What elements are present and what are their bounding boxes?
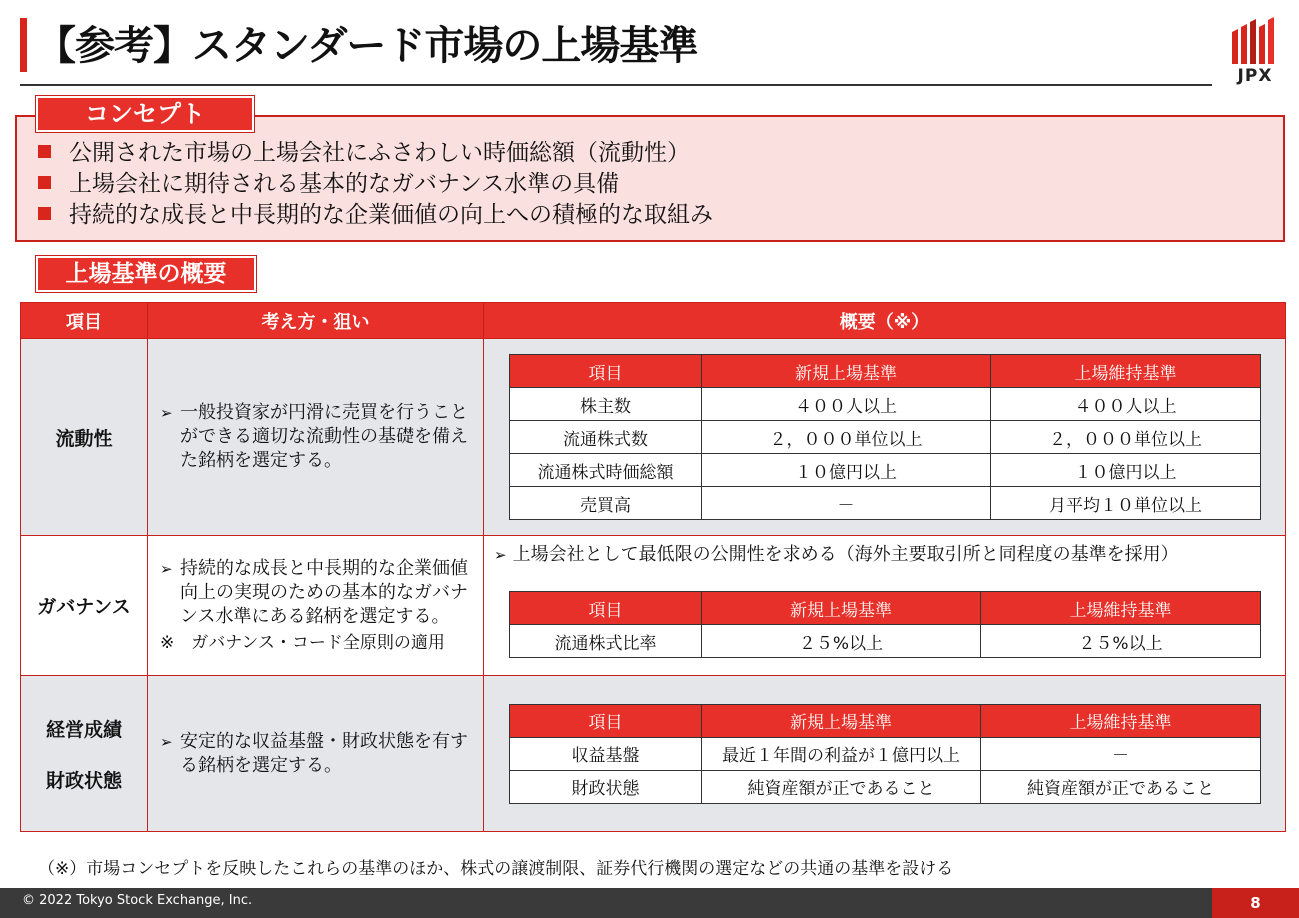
aim-cell: ➢ 安定的な収益基盤・財政状態を有する銘柄を選定する。: [148, 676, 484, 832]
table-header-row: [21, 303, 1286, 339]
liquidity-criteria-table: 項目 新規上場基準 上場維持基準 株主数 ４００人以上 ４００人以上 流通株式数 ２，０００単位以上 ２，０００単位以上 流通株式時価総額 １０億円以上 １０億円以上 売買高 － 月平均１０単位以上: [509, 354, 1261, 520]
table-row: 収益基盤 最近１年間の利益が１億円以上 －: [510, 737, 1261, 770]
copyright: © 2022 Tokyo Stock Exchange, Inc.: [22, 893, 253, 908]
square-bullet-icon: [38, 145, 51, 158]
square-bullet-icon: [38, 176, 51, 189]
table-row: 財政状態 純資産額が正であること 純資産額が正であること: [510, 770, 1261, 803]
table-row: [21, 536, 1286, 676]
arrow-bullet-icon: ➢: [160, 559, 173, 578]
table-row: [21, 676, 1286, 832]
column-header: 概要（※）: [484, 303, 1286, 339]
overview-tag: 上場基準の概要: [36, 256, 256, 292]
column-header: 考え方・狙い: [148, 303, 484, 339]
concept-tag: コンセプト: [36, 96, 254, 132]
column-header: 項目: [21, 303, 148, 339]
aim-cell: ➢ 持続的な成長と中長期的な企業価値向上の実現のための基本的なガバナンス水準にある銘柄を選定する。 ※ ガバナンス・コード全原則の適用: [148, 536, 484, 676]
title-accent-bar: [20, 18, 27, 72]
concept-item: 上場会社に期待される基本的なガバナンス水準の具備: [38, 169, 713, 200]
logo-text: JPX: [1237, 66, 1273, 86]
table-row: 売買高 － 月平均１０単位以上: [510, 487, 1261, 520]
title-divider: [20, 84, 1212, 86]
page-title: 【参考】スタンダード市場の上場基準: [36, 23, 698, 69]
table-row: 流通株式時価総額 １０億円以上 １０億円以上: [510, 454, 1261, 487]
category-governance: ガバナンス: [21, 536, 148, 676]
category-performance-financial: 経営成績 財政状態: [21, 676, 148, 832]
arrow-bullet-icon: ➢: [160, 732, 173, 751]
footnote: （※）市場コンセプトを反映したこれらの基準のほか、株式の譲渡制限、証券代行機関の選定などの共通の基準を設ける: [38, 859, 954, 879]
arrow-bullet-icon: ➢: [494, 546, 507, 564]
table-row: 流通株式比率 ２５%以上 ２５%以上: [510, 625, 1261, 658]
governance-lead: ➢ 上場会社として最低限の公開性を求める（海外主要取引所と同程度の基準を採用）: [494, 544, 1179, 565]
concept-list: [38, 138, 713, 231]
aim-cell: ➢ 一般投資家が円滑に売買を行うことができる適切な流動性の基礎を備えた銘柄を選定する。: [148, 339, 484, 536]
listing-criteria-table: [20, 302, 1286, 832]
table-row: 流通株式数 ２，０００単位以上 ２，０００単位以上: [510, 421, 1261, 454]
arrow-bullet-icon: ➢: [160, 404, 173, 422]
table-row: [21, 339, 1286, 536]
concept-item: 公開された市場の上場会社にふさわしい時価総額（流動性）: [38, 138, 713, 169]
summary-cell: [484, 339, 1286, 536]
page-number: 8: [1212, 888, 1299, 918]
table-row: 株主数 ４００人以上 ４００人以上: [510, 388, 1261, 421]
category-liquidity: 流動性: [21, 339, 148, 536]
concept-item: 持続的な成長と中長期的な企業価値の向上への積極的な取組み: [38, 200, 713, 231]
summary-cell: [484, 536, 1286, 676]
summary-cell: [484, 676, 1286, 832]
aim-note: ※ ガバナンス・コード全原則の適用: [160, 632, 445, 653]
square-bullet-icon: [38, 207, 51, 220]
performance-criteria-table: 項目 新規上場基準 上場維持基準 収益基盤 最近１年間の利益が１億円以上 － 財政状態 純資産額が正であること 純資産額が正であること: [509, 704, 1261, 804]
governance-criteria-table: 項目 新規上場基準 上場維持基準 流通株式比率 ２５%以上 ２５%以上: [509, 591, 1261, 658]
